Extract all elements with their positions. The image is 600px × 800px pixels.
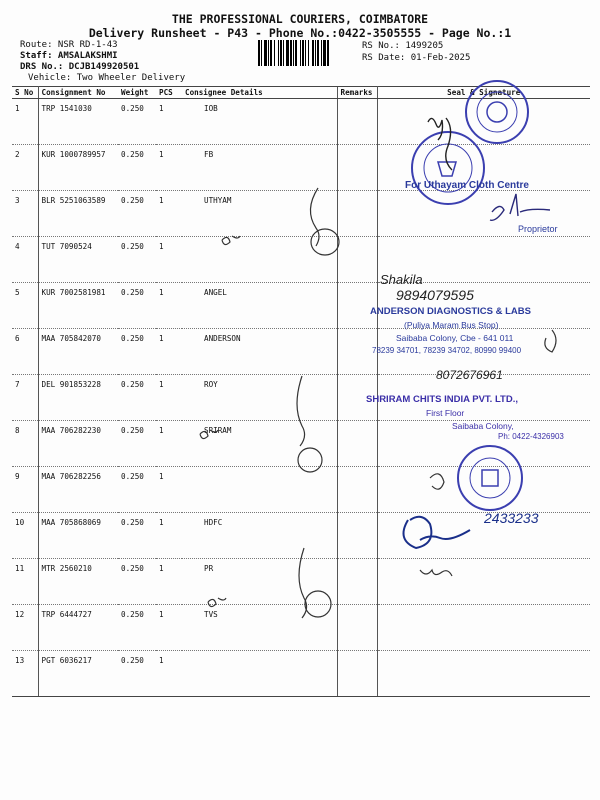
row-consignment-no: TRP 1541030 bbox=[38, 99, 118, 145]
row-pcs: 1 bbox=[156, 467, 182, 513]
row-seal-signature bbox=[377, 467, 590, 513]
sriram-stamp-addr2: Saibaba Colony, bbox=[452, 421, 514, 431]
row-sno: 3 bbox=[12, 191, 38, 237]
row-pcs: 1 bbox=[156, 283, 182, 329]
row-consignment-no: BLR 5251063589 bbox=[38, 191, 118, 237]
row-seal-signature bbox=[377, 99, 590, 145]
row-consignee: PR bbox=[182, 559, 337, 605]
row-sno: 6 bbox=[12, 329, 38, 375]
row-consignment-no: MAA 706282230 bbox=[38, 421, 118, 467]
row-weight: 0.250 bbox=[118, 421, 156, 467]
row-sno: 1 bbox=[12, 99, 38, 145]
row-weight: 0.250 bbox=[118, 191, 156, 237]
table-row bbox=[12, 99, 590, 145]
runsheet-subtitle: Delivery Runsheet - P43 - Phone No.:0422-3505555 - Page No.:1 bbox=[88, 26, 512, 40]
rs-date: RS Date: 01-Feb-2025 bbox=[362, 53, 471, 63]
row-weight: 0.250 bbox=[118, 145, 156, 191]
row-pcs: 1 bbox=[156, 421, 182, 467]
staff-label: Staff: AMSALAKSHMI bbox=[20, 51, 118, 61]
row-weight: 0.250 bbox=[118, 467, 156, 513]
row-consignee bbox=[182, 467, 337, 513]
col-header-pcs: PCS bbox=[156, 87, 182, 99]
row-remarks bbox=[337, 513, 377, 559]
row-sno: 9 bbox=[12, 467, 38, 513]
row-consignment-no: PGT 6036217 bbox=[38, 651, 118, 697]
row-weight: 0.250 bbox=[118, 559, 156, 605]
row-sno: 5 bbox=[12, 283, 38, 329]
table-row bbox=[12, 605, 590, 651]
row-consignee: ROY bbox=[182, 375, 337, 421]
table-header-row bbox=[12, 87, 590, 99]
row-pcs: 1 bbox=[156, 329, 182, 375]
row-sno: 13 bbox=[12, 651, 38, 697]
row-pcs: 1 bbox=[156, 145, 182, 191]
row-consignment-no: TUT 7090524 bbox=[38, 237, 118, 283]
sriram-stamp-phone: Ph: 0422-4326903 bbox=[498, 432, 564, 441]
row-consignee: ANDERSON bbox=[182, 329, 337, 375]
handwritten-name: Shakila bbox=[380, 272, 423, 287]
row-remarks bbox=[337, 191, 377, 237]
row-weight: 0.250 bbox=[118, 283, 156, 329]
table-row bbox=[12, 467, 590, 513]
row-remarks bbox=[337, 651, 377, 697]
row-pcs: 1 bbox=[156, 559, 182, 605]
row-seal-signature bbox=[377, 651, 590, 697]
row-sno: 4 bbox=[12, 237, 38, 283]
route-label: Route: NSR RD-1-43 bbox=[20, 40, 118, 50]
anderson-stamp-phone: 78239 34701, 78239 34702, 80990 99400 bbox=[372, 346, 522, 355]
row-consignee: SRIRAM bbox=[182, 421, 337, 467]
row-remarks bbox=[337, 145, 377, 191]
table-row bbox=[12, 651, 590, 697]
col-header-remarks: Remarks bbox=[337, 87, 377, 99]
row-weight: 0.250 bbox=[118, 513, 156, 559]
drs-number: DRS No.: DCJB149920501 bbox=[20, 62, 140, 72]
col-header-signature: Seal & Signature bbox=[377, 87, 590, 99]
row-sno: 7 bbox=[12, 375, 38, 421]
row-consignee: IOB bbox=[182, 99, 337, 145]
rs-number: RS No.: 1499205 bbox=[362, 41, 444, 51]
handwritten-phone: 9894079595 bbox=[396, 287, 474, 303]
row-weight: 0.250 bbox=[118, 329, 156, 375]
row-weight: 0.250 bbox=[118, 375, 156, 421]
row-consignment-no: MTR 2560210 bbox=[38, 559, 118, 605]
row-pcs: 1 bbox=[156, 375, 182, 421]
row-remarks bbox=[337, 237, 377, 283]
table-row bbox=[12, 191, 590, 237]
row-remarks bbox=[337, 329, 377, 375]
table-row bbox=[12, 559, 590, 605]
row-seal-signature bbox=[377, 605, 590, 651]
row-remarks bbox=[337, 99, 377, 145]
row-consignee: UTHYAM bbox=[182, 191, 337, 237]
row-consignment-no: MAA 705842070 bbox=[38, 329, 118, 375]
row-consignee: HDFC bbox=[182, 513, 337, 559]
row-consignee: ANGEL bbox=[182, 283, 337, 329]
row-consignment-no: KUR 1000789957 bbox=[38, 145, 118, 191]
row-pcs: 1 bbox=[156, 237, 182, 283]
row-consignment-no: TRP 6444727 bbox=[38, 605, 118, 651]
vehicle-label: Vehicle: Two Wheeler Delivery bbox=[28, 73, 186, 83]
anderson-stamp-name: ANDERSON DIAGNOSTICS & LABS bbox=[370, 306, 531, 317]
row-weight: 0.250 bbox=[118, 99, 156, 145]
row-consignment-no: MAA 706282256 bbox=[38, 467, 118, 513]
row-remarks bbox=[337, 605, 377, 651]
row-remarks bbox=[337, 467, 377, 513]
row-sno: 8 bbox=[12, 421, 38, 467]
proprietor-stamp: Proprietor bbox=[518, 224, 558, 234]
col-header-sno: S No bbox=[12, 87, 38, 99]
row-weight: 0.250 bbox=[118, 651, 156, 697]
row-sno: 10 bbox=[12, 513, 38, 559]
row-pcs: 1 bbox=[156, 513, 182, 559]
barcode bbox=[258, 40, 356, 66]
table-row bbox=[12, 237, 590, 283]
row-sno: 11 bbox=[12, 559, 38, 605]
anderson-stamp-addr1: (Puliya Maram Bus Stop) bbox=[404, 320, 499, 330]
row-consignment-no: KUR 7002581981 bbox=[38, 283, 118, 329]
runsheet-title: THE PROFESSIONAL COURIERS, COIMBATORE bbox=[171, 12, 429, 26]
row-consignee: FB bbox=[182, 145, 337, 191]
row-pcs: 1 bbox=[156, 651, 182, 697]
handwritten-phone-row7: 8072676961 bbox=[436, 368, 503, 382]
row-pcs: 1 bbox=[156, 191, 182, 237]
row-consignment-no: DEL 901853228 bbox=[38, 375, 118, 421]
cloth-centre-stamp: For Uthayam Cloth Centre bbox=[405, 180, 529, 191]
row-remarks bbox=[337, 421, 377, 467]
col-header-weight: Weight bbox=[118, 87, 156, 99]
sriram-stamp-addr1: First Floor bbox=[426, 408, 465, 418]
anderson-stamp-addr2: Saibaba Colony, Cbe - 641 011 bbox=[396, 333, 514, 343]
row-remarks bbox=[337, 559, 377, 605]
row-sno: 12 bbox=[12, 605, 38, 651]
row-seal-signature bbox=[377, 191, 590, 237]
row-consignee bbox=[182, 237, 337, 283]
row-consignment-no: MAA 705868069 bbox=[38, 513, 118, 559]
row-pcs: 1 bbox=[156, 605, 182, 651]
row-sno: 2 bbox=[12, 145, 38, 191]
row-consignee bbox=[182, 651, 337, 697]
col-header-consignment: Consignment No bbox=[38, 87, 118, 99]
runsheet-table bbox=[12, 86, 590, 697]
sriram-stamp-name: SHRIRAM CHITS INDIA PVT. LTD., bbox=[366, 394, 518, 405]
row-weight: 0.250 bbox=[118, 237, 156, 283]
row-seal-signature bbox=[377, 559, 590, 605]
row-pcs: 1 bbox=[156, 99, 182, 145]
row-weight: 0.250 bbox=[118, 605, 156, 651]
row-consignee: TVS bbox=[182, 605, 337, 651]
handwritten-number-row11: 2433233 bbox=[484, 510, 539, 526]
col-header-consignee: Consignee Details bbox=[182, 87, 337, 99]
